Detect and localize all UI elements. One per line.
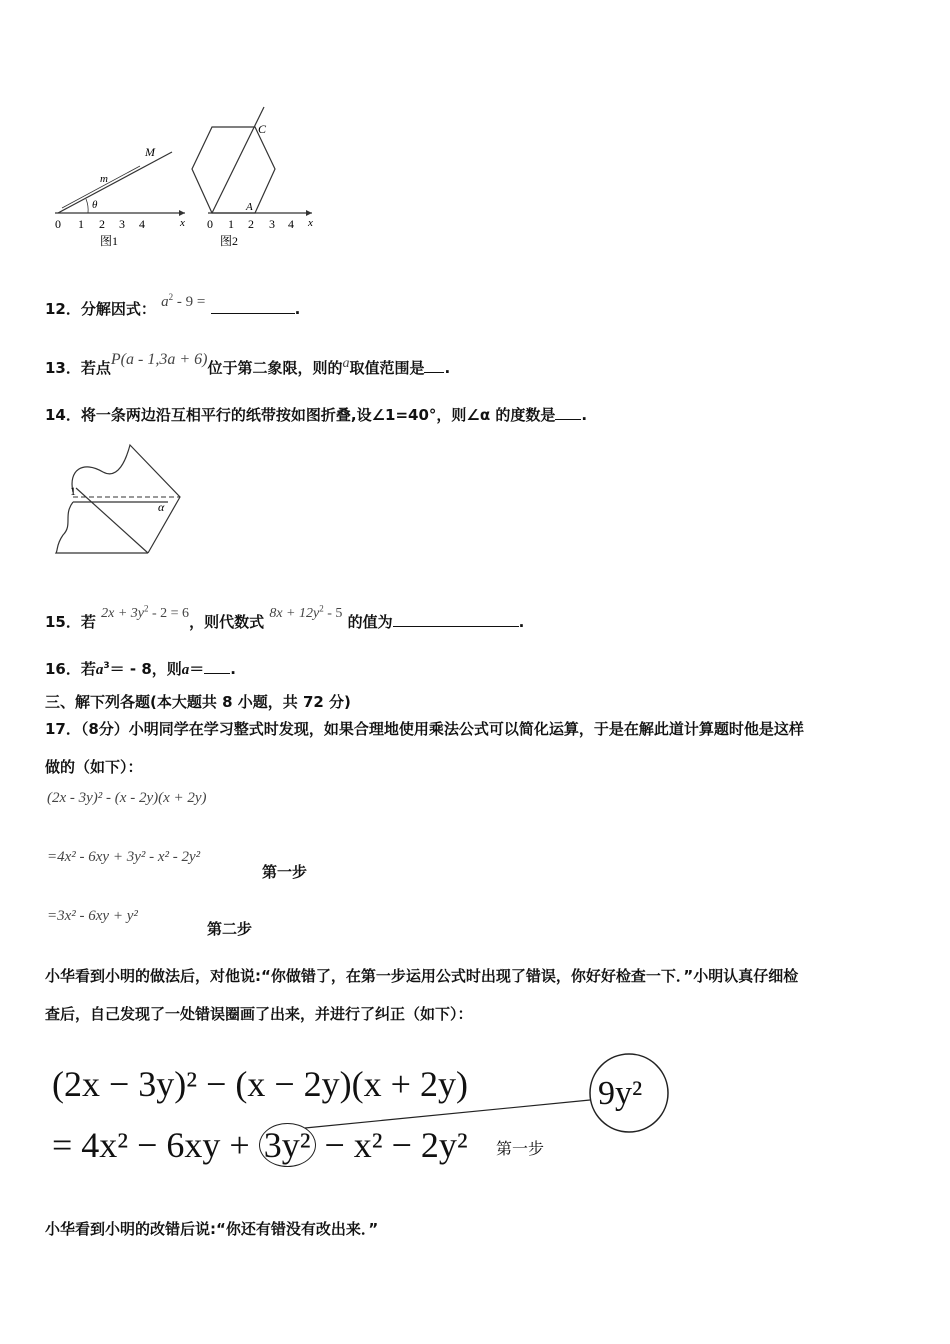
question-13 <box>45 351 451 378</box>
q12-expression <box>161 294 205 310</box>
q16-text-a: 若 <box>80 660 96 678</box>
section-3-title: 三、解下列各题(本大题共 8 小题，共 72 分) <box>45 693 351 711</box>
fig2-axis: x <box>308 217 313 229</box>
q17-step-2: 第二步 <box>207 920 253 938</box>
fig2-point-a: A <box>246 201 253 213</box>
q14-label-1: 1 <box>70 484 76 498</box>
q15-eq2-exp: 2 <box>319 603 324 614</box>
q17-big-2b: − x² − 2y² <box>324 1125 468 1165</box>
fig1-tick: 4 <box>139 217 145 231</box>
q15-end: . <box>518 613 525 631</box>
fig2-tick: 4 <box>288 217 294 231</box>
q15-blank <box>393 612 519 627</box>
fig1-angle: θ <box>92 199 98 211</box>
question-12 <box>45 292 301 319</box>
q17-line-1: 17．（8分）小明同学在学习整式时发现，如果合理地使用乘法公式可以简化运算，于是在解此道计算题时他是这样 <box>45 720 804 738</box>
q12-end: . <box>294 300 301 318</box>
fig2-caption: 图2 <box>220 234 239 248</box>
q17-calc-0: (2x - 3y)² - (x - 2y)(x + 2y) <box>47 790 207 806</box>
figure-1-2 <box>50 100 330 260</box>
q16-text-c: ＝ <box>189 660 205 678</box>
q13-expression: P(a - 1,3a + 6) <box>110 351 208 368</box>
fig1-tick: 3 <box>119 217 125 231</box>
question-16 <box>45 658 236 679</box>
fig1-point: M <box>145 145 155 159</box>
q15-text-a: 若 <box>80 613 96 631</box>
q17-big-2a: = 4x² − 6xy + <box>52 1125 250 1165</box>
question-14 <box>45 404 587 425</box>
q13-var: a <box>342 356 350 371</box>
fig1-tick: 0 <box>55 217 61 231</box>
q16-end: . <box>230 660 236 678</box>
q14-figure <box>48 440 193 560</box>
figure-1 <box>55 145 185 248</box>
q12-exp: 2 <box>168 292 174 302</box>
fig2-point-c: C <box>258 122 267 136</box>
q14-text: 14．将一条两边沿互相平行的纸带按如图折叠,设∠1=40°，则∠α 的度数是 <box>45 406 556 424</box>
fig2-tick: 0 <box>207 217 213 231</box>
q17-circled-term: 3y² <box>259 1123 316 1167</box>
q13-text-a: 若点 <box>80 359 111 377</box>
fig2-tick: 1 <box>228 217 234 231</box>
q12-base: a <box>161 294 169 310</box>
fig2-tick: 2 <box>248 217 254 231</box>
q13-blank <box>424 358 444 373</box>
q17-line-2: 做的（如下）： <box>45 758 143 776</box>
q15-text-b: ，则代数式 <box>189 613 265 631</box>
q15-equation <box>101 603 190 621</box>
q15-eq1-a: 2x + 3y <box>101 606 144 621</box>
q16-var2: a <box>181 662 190 678</box>
q15-eq1-b: - 2 = 6 <box>148 606 190 621</box>
q16-blank <box>204 659 230 674</box>
q12-blank <box>211 299 295 314</box>
fig1-axis: x <box>180 217 185 229</box>
fig1-caption: 图1 <box>100 234 119 248</box>
q15-expression <box>269 603 343 621</box>
q17-correction: 9y² <box>598 1075 643 1112</box>
fig2-tick: 3 <box>269 217 275 231</box>
q17-step-1: 第一步 <box>262 863 308 881</box>
q13-end: . <box>444 359 451 377</box>
q14-label-alpha: α <box>158 500 165 514</box>
q13-number: 13． <box>45 359 81 377</box>
q17-para-3: 小华看到小明的改错后说:“你还有错没有改出来．” <box>45 1220 379 1238</box>
q16-text-b: ＝ - 8，则 <box>109 660 182 678</box>
q12-number: 12． <box>45 300 81 318</box>
q13-text-c: 取值范围是 <box>349 359 425 377</box>
fig1-tick: 1 <box>78 217 84 231</box>
q14-end: . <box>581 406 588 424</box>
q16-number: 16． <box>45 660 81 678</box>
q15-number: 15． <box>45 613 81 631</box>
q15-text-c: 的值为 <box>347 613 393 631</box>
q17-para-2: 查后，自己发现了一处错误圈画了出来，并进行了纠正（如下）： <box>45 1005 473 1023</box>
q16-exp: 3 <box>103 661 110 671</box>
q17-big-line-1: (2x − 3y)² − (x − 2y)(x + 2y) <box>52 1064 468 1104</box>
q15-eq2-b: - 5 <box>323 606 343 621</box>
fig1-tick: 2 <box>99 217 105 231</box>
q16-var: a <box>95 662 104 678</box>
q17-para-1: 小华看到小明的做法后，对他说:“你做错了，在第一步运用公式时出现了错误，你好好检查一下．”小明认真仔细检 <box>45 967 799 985</box>
q12-text: 分解因式： <box>80 300 156 318</box>
fig1-len: m <box>100 173 108 185</box>
q14-blank <box>555 405 581 420</box>
q17-big-step: 第一步 <box>496 1139 545 1158</box>
q13-text-b: 位于第二象限，则的 <box>207 359 343 377</box>
figure-2 <box>192 107 313 248</box>
q12-rest: - 9 = <box>173 294 206 310</box>
q17-calc-1: =4x² - 6xy + 3y² - x² - 2y² <box>47 849 201 865</box>
q15-eq1-exp: 2 <box>144 603 149 614</box>
q15-eq2-a: 8x + 12y <box>269 606 320 621</box>
q17-calc-2: =3x² - 6xy + y² <box>47 908 138 924</box>
question-15 <box>45 603 525 632</box>
